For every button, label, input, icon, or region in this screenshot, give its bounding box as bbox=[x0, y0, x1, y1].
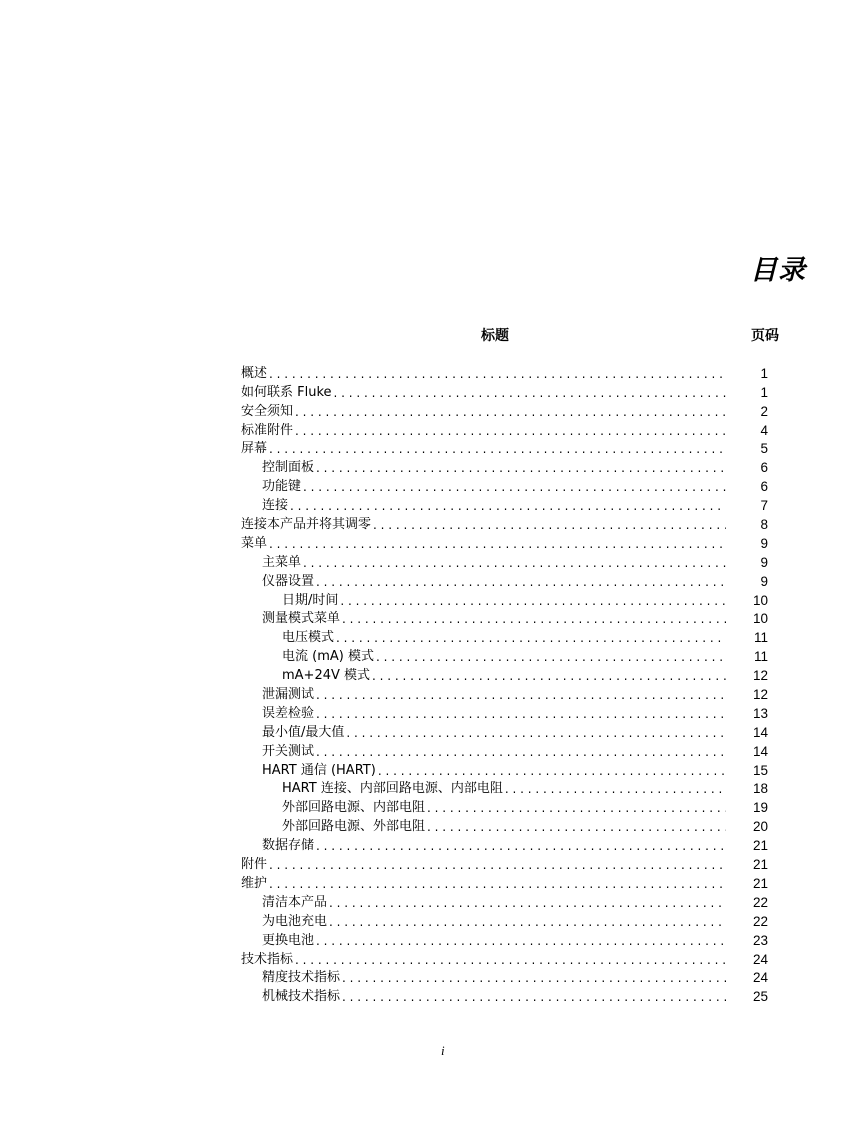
toc-entry[interactable] bbox=[241, 892, 768, 911]
toc-entry-label: mA+24V 模式 bbox=[282, 668, 371, 684]
toc-entry-label: 附件 bbox=[241, 857, 268, 873]
toc-entry-page: 10 bbox=[752, 592, 768, 608]
dot-leader bbox=[316, 838, 726, 854]
toc-entry-page: 9 bbox=[760, 535, 768, 551]
dot-leader bbox=[336, 630, 726, 646]
toc-entry[interactable] bbox=[241, 590, 768, 609]
dot-leader bbox=[269, 876, 726, 892]
toc-entry[interactable] bbox=[241, 533, 768, 552]
toc-entry-label: 精度技术指标 bbox=[262, 970, 341, 986]
toc-entry-label: 主菜单 bbox=[262, 554, 302, 570]
column-header-title: 标题 bbox=[481, 328, 509, 344]
toc-entry-page: 1 bbox=[760, 384, 768, 400]
toc-entry-page: 12 bbox=[752, 687, 768, 703]
page-number-footer: i bbox=[441, 1043, 445, 1058]
dot-leader bbox=[342, 989, 726, 1005]
toc-entry[interactable] bbox=[241, 495, 768, 514]
toc-entry-page: 5 bbox=[760, 441, 768, 457]
toc-entry[interactable] bbox=[241, 420, 768, 439]
toc-entry[interactable] bbox=[241, 779, 768, 798]
toc-entry-page: 24 bbox=[752, 970, 768, 986]
toc-entry-page: 8 bbox=[760, 517, 768, 533]
dot-leader bbox=[346, 725, 726, 741]
dot-leader bbox=[334, 385, 726, 401]
toc-entry-label: 屏幕 bbox=[241, 441, 268, 457]
toc-entry[interactable] bbox=[241, 760, 768, 779]
toc-entry[interactable] bbox=[241, 911, 768, 930]
toc-entry-label: 测量模式菜单 bbox=[262, 611, 341, 627]
toc-entry[interactable] bbox=[241, 665, 768, 684]
dot-leader bbox=[427, 819, 726, 835]
toc-entry[interactable] bbox=[241, 552, 768, 571]
dot-leader bbox=[316, 574, 726, 590]
dot-leader bbox=[340, 593, 726, 609]
toc-entry-label: 清洁本产品 bbox=[262, 894, 328, 910]
toc-entry[interactable] bbox=[241, 835, 768, 854]
dot-leader bbox=[269, 366, 726, 382]
dot-leader bbox=[269, 441, 726, 457]
dot-leader bbox=[295, 952, 726, 968]
page-title: 目录 bbox=[750, 255, 806, 286]
toc-entry-page: 11 bbox=[753, 649, 768, 665]
toc-entry-page: 20 bbox=[752, 819, 768, 835]
toc-entry-label: 菜单 bbox=[241, 535, 268, 551]
toc-entry-page: 9 bbox=[760, 573, 768, 589]
toc-entry[interactable] bbox=[241, 571, 768, 590]
toc-entry-page: 9 bbox=[760, 554, 768, 570]
toc-entry[interactable] bbox=[241, 382, 768, 401]
toc-entry[interactable] bbox=[241, 816, 768, 835]
toc-entry-page: 25 bbox=[752, 989, 768, 1005]
dot-leader bbox=[373, 517, 726, 533]
toc-entry-label: 为电池充电 bbox=[262, 913, 328, 929]
dot-leader bbox=[295, 423, 726, 439]
toc-entry-label: 功能键 bbox=[262, 479, 302, 495]
toc-entry-page: 18 bbox=[752, 781, 768, 797]
toc-entry[interactable] bbox=[241, 457, 768, 476]
dot-leader bbox=[427, 800, 726, 816]
toc-entry-label: HART 通信 (HART) bbox=[262, 762, 376, 778]
toc-entry-page: 21 bbox=[752, 857, 768, 873]
toc-entry-page: 15 bbox=[752, 762, 768, 778]
toc-entry[interactable] bbox=[241, 703, 768, 722]
toc-entry-label: 开关测试 bbox=[262, 743, 315, 759]
toc-entry[interactable] bbox=[241, 476, 768, 495]
toc-entry[interactable] bbox=[241, 722, 768, 741]
toc-entry-page: 1 bbox=[760, 365, 768, 381]
toc-entry-page: 19 bbox=[752, 800, 768, 816]
toc-entry[interactable] bbox=[241, 684, 768, 703]
toc-entry-page: 7 bbox=[760, 498, 768, 514]
toc-entry-label: 技术指标 bbox=[241, 951, 294, 967]
toc-entry-label: 仪器设置 bbox=[262, 573, 315, 589]
toc-entry-label: 最小值/最大值 bbox=[262, 724, 345, 740]
dot-leader bbox=[329, 914, 726, 930]
dot-leader bbox=[303, 479, 726, 495]
toc-entry[interactable] bbox=[241, 609, 768, 628]
toc-entry-page: 13 bbox=[752, 705, 768, 721]
toc-entry[interactable] bbox=[241, 797, 768, 816]
dot-leader bbox=[505, 781, 726, 797]
toc-entry-page: 22 bbox=[752, 894, 768, 910]
toc-entry-page: 23 bbox=[752, 932, 768, 948]
toc-entry-page: 10 bbox=[752, 611, 768, 627]
dot-leader bbox=[316, 460, 726, 476]
toc-entry-page: 22 bbox=[752, 913, 768, 929]
dot-leader bbox=[378, 763, 726, 779]
dot-leader bbox=[269, 536, 726, 552]
toc-entry-page: 12 bbox=[752, 668, 768, 684]
toc-entry-label: 更换电池 bbox=[262, 932, 315, 948]
toc-entry-page: 14 bbox=[752, 724, 768, 740]
table-of-contents bbox=[241, 363, 768, 1005]
toc-entry-label: 维护 bbox=[241, 875, 268, 891]
dot-leader bbox=[316, 706, 726, 722]
toc-entry[interactable] bbox=[241, 363, 768, 382]
toc-entry-page: 2 bbox=[760, 403, 768, 419]
dot-leader bbox=[342, 970, 726, 986]
dot-leader bbox=[376, 649, 726, 665]
toc-entry[interactable] bbox=[241, 986, 768, 1005]
toc-entry-label: 泄漏测试 bbox=[262, 687, 315, 703]
column-header-page: 页码 bbox=[751, 328, 779, 344]
toc-entry-label: 如何联系 Fluke bbox=[241, 384, 332, 400]
toc-entry-label: 外部回路电源、内部电阻 bbox=[282, 800, 426, 816]
toc-entry-page: 11 bbox=[753, 630, 768, 646]
toc-entry-page: 14 bbox=[752, 743, 768, 759]
toc-entry-label: 电压模式 bbox=[282, 630, 335, 646]
toc-entry-label: 机械技术指标 bbox=[262, 989, 341, 1005]
toc-entry-label: 外部回路电源、外部电阻 bbox=[282, 819, 426, 835]
toc-entry[interactable] bbox=[241, 968, 768, 987]
toc-entry-page: 6 bbox=[760, 479, 768, 495]
toc-entry-label: 连接 bbox=[262, 498, 289, 514]
toc-entry[interactable] bbox=[241, 439, 768, 458]
toc-entry[interactable] bbox=[241, 401, 768, 420]
toc-entry-label: 数据存储 bbox=[262, 838, 315, 854]
dot-leader bbox=[290, 498, 726, 514]
toc-entry-page: 4 bbox=[760, 422, 768, 438]
dot-leader bbox=[316, 933, 726, 949]
toc-entry-label: 电流 (mA) 模式 bbox=[282, 649, 374, 665]
toc-entry-label: 误差检验 bbox=[262, 705, 315, 721]
toc-entry[interactable] bbox=[241, 646, 768, 665]
toc-entry-label: 连接本产品并将其调零 bbox=[241, 517, 372, 533]
dot-leader bbox=[329, 895, 726, 911]
dot-leader bbox=[372, 668, 726, 684]
toc-entry[interactable] bbox=[241, 854, 768, 873]
dot-leader bbox=[269, 857, 726, 873]
toc-entry-label: 日期/时间 bbox=[282, 592, 339, 608]
dot-leader bbox=[295, 404, 726, 420]
toc-entry-page: 24 bbox=[752, 951, 768, 967]
toc-entry-label: 控制面板 bbox=[262, 460, 315, 476]
toc-entry[interactable] bbox=[241, 930, 768, 949]
toc-entry[interactable] bbox=[241, 627, 768, 646]
toc-entry[interactable] bbox=[241, 873, 768, 892]
toc-entry-page: 21 bbox=[752, 875, 768, 891]
toc-entry[interactable] bbox=[241, 514, 768, 533]
toc-entry-label: 安全须知 bbox=[241, 403, 294, 419]
toc-entry-label: 标准附件 bbox=[241, 422, 294, 438]
toc-entry-page: 6 bbox=[760, 460, 768, 476]
dot-leader bbox=[303, 555, 726, 571]
toc-entry[interactable] bbox=[241, 949, 768, 968]
dot-leader bbox=[342, 611, 726, 627]
toc-entry-label: HART 连接、内部回路电源、内部电阻 bbox=[282, 781, 503, 797]
toc-entry-label: 概述 bbox=[241, 365, 268, 381]
toc-entry-page: 21 bbox=[752, 838, 768, 854]
dot-leader bbox=[316, 744, 726, 760]
dot-leader bbox=[316, 687, 726, 703]
toc-entry[interactable] bbox=[241, 741, 768, 760]
